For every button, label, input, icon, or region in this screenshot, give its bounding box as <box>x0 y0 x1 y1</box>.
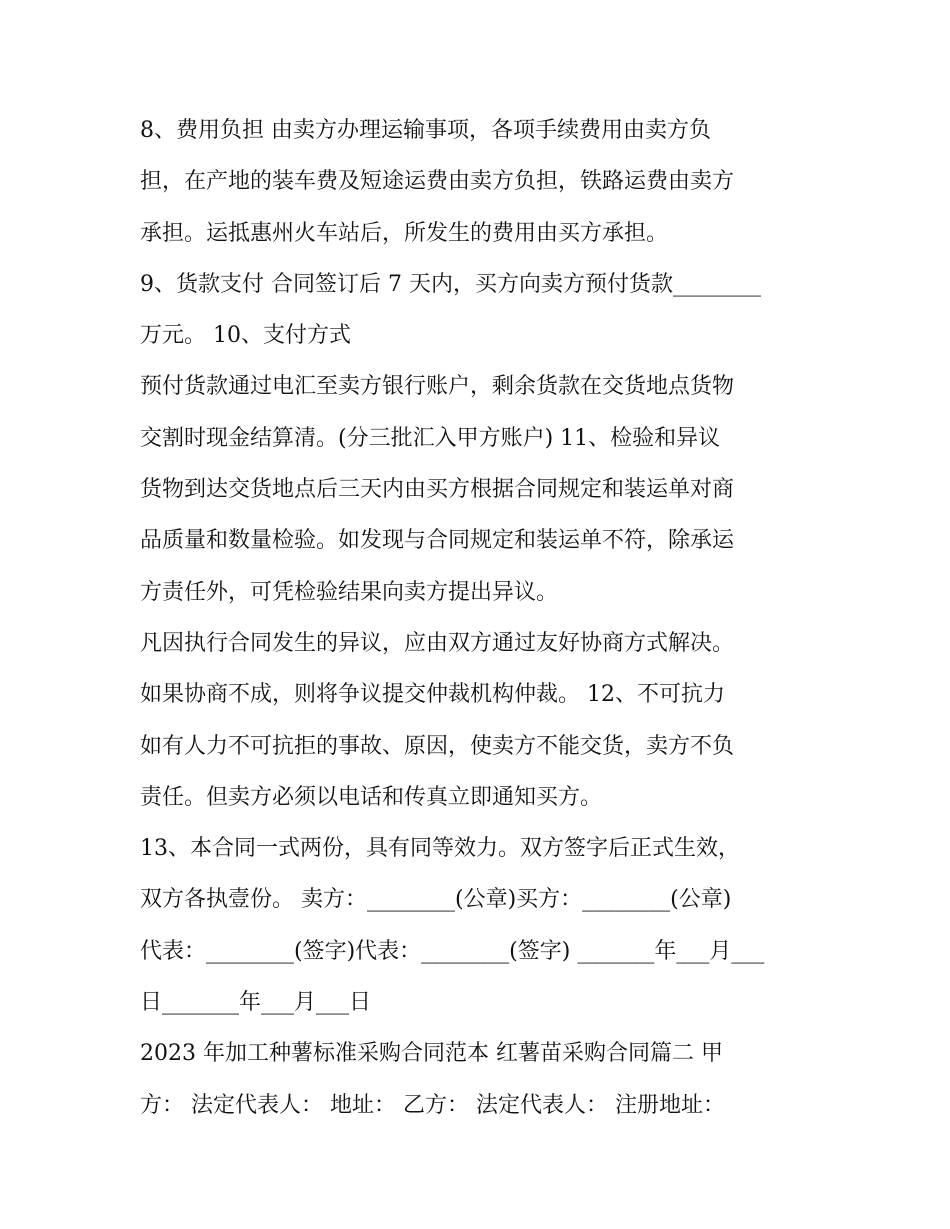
text-line: 品质量和数量检验。如发现与合同规定和装运单不符，除承运 <box>140 528 735 554</box>
text-line: 万元。 10、支付方式 <box>140 323 351 349</box>
contract-text <box>140 105 820 1131</box>
text-line: 双方各执壹份。 卖方：________(公章)买方：________(公章) <box>140 887 732 913</box>
text-line: 方责任外，可凭检验结果向卖方提出异议。 <box>140 579 559 605</box>
text-line: 8、费用负担 由卖方办理运输事项，各项手续费用由卖方负 <box>140 118 711 143</box>
text-line: 代表：________(签字)代表：________(签字) _______年___月___ <box>140 938 765 964</box>
text-line: 预付货款通过电汇至卖方银行账户，剩余货款在交货地点货物 <box>140 374 735 400</box>
text-line: 承担。运抵惠州火车站后，所发生的费用由买方承担。 <box>140 220 669 246</box>
text-line: 9、货款支付 合同签订后 7 天内，买方向卖方预付货款________ <box>140 271 761 297</box>
text-line: 责任。但卖方必须以电话和传真立即通知买方。 <box>140 784 603 810</box>
text-line: 方： 法定代表人： 地址： 乙方： 法定代表人： 注册地址： <box>140 1092 725 1118</box>
text-line: 日_______年___月___日 <box>140 990 372 1016</box>
text-line: 货物到达交货地点后三天内由买方根据合同规定和装运单对商 <box>140 477 735 503</box>
text-line: 凡因执行合同发生的异议，应由双方通过友好协商方式解决。 <box>140 630 735 656</box>
text-line: 2023 年加工种薯标准采购合同范本 红薯苗采购合同篇二 甲 <box>140 1041 723 1067</box>
text-line: 交割时现金结算清。(分三批汇入甲方账户) 11、检验和异议 <box>140 425 721 451</box>
text-line: 如果协商不成，则将争议提交仲裁机构仲裁。 12、不可抗力 <box>140 682 725 708</box>
text-line: 13、本合同一式两份，具有同等效力。双方签字后正式生效， <box>140 836 740 862</box>
text-line: 担，在产地的装车费及短途运费由卖方负担，铁路运费由卖方 <box>140 169 735 195</box>
text-line: 如有人力不可抗拒的事故、原因，使卖方不能交货，卖方不负 <box>140 733 735 759</box>
